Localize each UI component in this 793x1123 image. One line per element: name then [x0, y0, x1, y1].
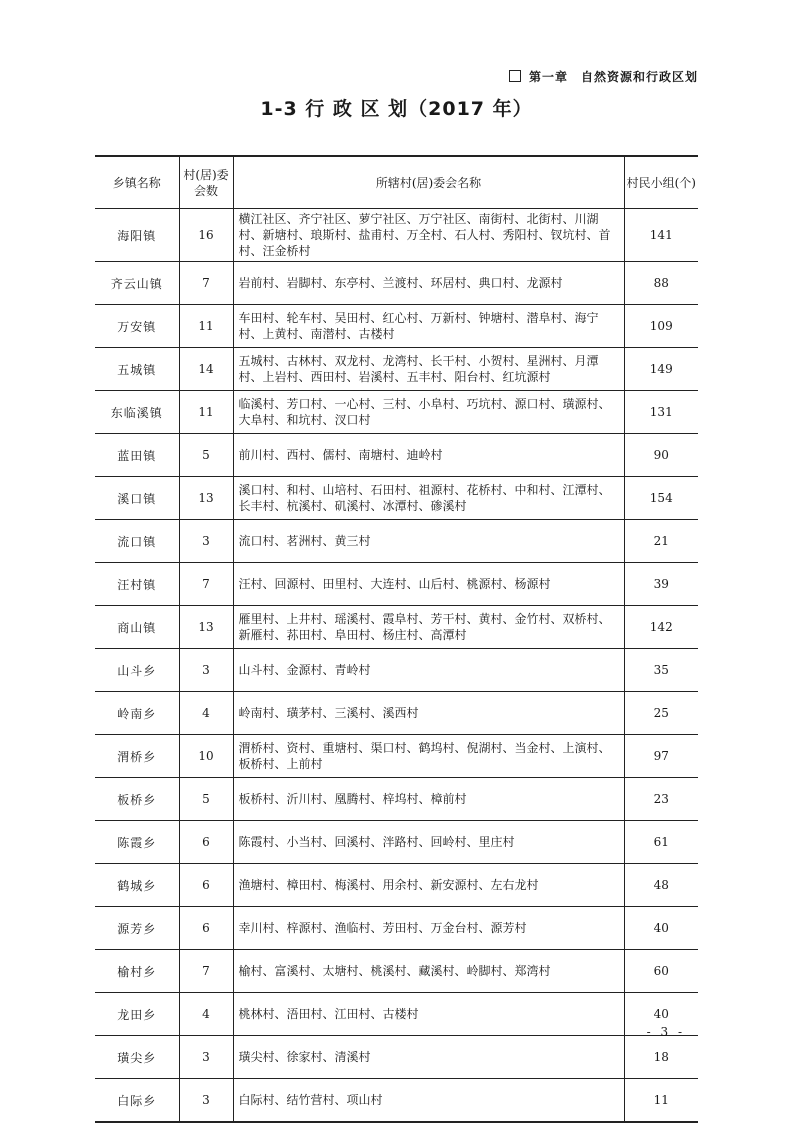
town-cell: 源芳乡 [117, 921, 157, 936]
groups-cell: 61 [624, 821, 698, 864]
groups-cell: 11 [624, 1079, 698, 1123]
groups-cell: 131 [624, 391, 698, 434]
groups-cell: 35 [624, 649, 698, 692]
table-row [95, 1079, 698, 1123]
villages-cell: 榆村、富溪村、太塘村、桃溪村、藏溪村、岭脚村、郑湾村 [238, 964, 551, 978]
villages-cell: 岭南村、璜茅村、三溪村、溪西村 [238, 706, 419, 720]
count-cell: 5 [179, 778, 233, 821]
villages-cell: 流口村、茗洲村、黄三村 [238, 534, 371, 548]
villages-cell: 车田村、轮车村、吴田村、红心村、万新村、钟塘村、潜阜村、海宁村、上黄村、南潜村、古楼村 [238, 311, 599, 341]
town-cell: 流口镇 [117, 534, 157, 549]
header-count: 村(居)委会数 [179, 156, 233, 209]
count-cell: 7 [179, 563, 233, 606]
villages-cell: 汪村、回源村、田里村、大连村、山后村、桃源村、杨源村 [238, 577, 551, 591]
town-cell: 岭南乡 [117, 706, 157, 721]
villages-cell: 幸川村、梓源村、渔临村、芳田村、万金台村、源芳村 [238, 921, 527, 935]
town-cell: 海阳镇 [117, 228, 157, 243]
groups-cell: 23 [624, 778, 698, 821]
running-head [509, 68, 698, 85]
count-cell: 4 [179, 692, 233, 735]
town-cell: 山斗乡 [117, 663, 157, 678]
villages-cell: 前川村、西村、儒村、南塘村、迪岭村 [238, 448, 443, 462]
table-row [95, 993, 698, 1036]
groups-cell: 88 [624, 262, 698, 305]
count-cell: 5 [179, 434, 233, 477]
town-cell: 东临溪镇 [110, 405, 163, 420]
villages-cell: 陈霞村、小当村、回溪村、泮路村、回岭村、里庄村 [238, 835, 515, 849]
groups-cell: 40 [624, 993, 698, 1036]
town-cell: 齐云山镇 [110, 276, 163, 291]
count-cell: 7 [179, 950, 233, 993]
count-cell: 13 [179, 477, 233, 520]
groups-cell: 48 [624, 864, 698, 907]
table-row [95, 950, 698, 993]
town-cell: 万安镇 [117, 319, 157, 334]
groups-cell: 25 [624, 692, 698, 735]
table-row [95, 821, 698, 864]
villages-cell: 山斗村、金源村、青岭村 [238, 663, 371, 677]
groups-cell: 154 [624, 477, 698, 520]
count-cell: 11 [179, 391, 233, 434]
villages-cell: 岩前村、岩脚村、东亭村、兰渡村、环居村、典口村、龙源村 [238, 276, 563, 290]
table-row [95, 735, 698, 778]
header-villages: 所辖村(居)委会名称 [375, 175, 482, 190]
groups-cell: 149 [624, 348, 698, 391]
villages-cell: 璜尖村、徐家村、清溪村 [238, 1050, 371, 1064]
count-cell: 10 [179, 735, 233, 778]
groups-cell: 40 [624, 907, 698, 950]
groups-cell: 18 [624, 1036, 698, 1079]
count-cell: 6 [179, 907, 233, 950]
table-row [95, 778, 698, 821]
count-cell: 13 [179, 606, 233, 649]
villages-cell: 渭桥村、资村、重塘村、渠口村、鹤坞村、倪湖村、当金村、上演村、板桥村、上前村 [238, 741, 611, 771]
groups-cell: 90 [624, 434, 698, 477]
table-row [95, 1036, 698, 1079]
town-cell: 商山镇 [117, 620, 157, 635]
chapter-title: 第一章 自然资源和行政区划 [528, 70, 698, 84]
town-cell: 溪口镇 [117, 491, 157, 506]
table-header-row [95, 156, 698, 209]
count-cell: 3 [179, 649, 233, 692]
villages-cell: 渔塘村、樟田村、梅溪村、用余村、新安源村、左右龙村 [238, 878, 539, 892]
table-row [95, 348, 698, 391]
villages-cell: 溪口村、和村、山培村、石田村、祖源村、花桥村、中和村、江潭村、长丰村、杭溪村、矶溪村、冰潭村、碜溪村 [238, 483, 611, 513]
table-row [95, 907, 698, 950]
count-cell: 14 [179, 348, 233, 391]
header-groups: 村民小组(个) [624, 156, 698, 209]
table-row [95, 864, 698, 907]
count-cell: 3 [179, 520, 233, 563]
villages-cell: 雁里村、上井村、瑶溪村、霞阜村、芳干村、黄村、金竹村、双桥村、新雁村、荪田村、阜田村、杨庄村、高潭村 [238, 612, 611, 642]
groups-cell: 141 [624, 209, 698, 262]
count-cell: 7 [179, 262, 233, 305]
table-row [95, 649, 698, 692]
count-cell: 3 [179, 1036, 233, 1079]
table-row [95, 606, 698, 649]
admin-division-table [95, 155, 698, 1123]
square-icon [509, 70, 521, 82]
villages-cell: 白际村、结竹营村、项山村 [238, 1093, 383, 1107]
groups-cell: 97 [624, 735, 698, 778]
count-cell: 4 [179, 993, 233, 1036]
town-cell: 板桥乡 [117, 792, 157, 807]
table-row [95, 262, 698, 305]
villages-cell: 横江社区、齐宁社区、萝宁社区、万宁社区、南街村、北街村、川湖村、新塘村、琅斯村、盐甫村、万全村、石人村、秀阳村、钗坑村、首村、汪金桥村 [238, 212, 611, 258]
table-row [95, 434, 698, 477]
groups-cell: 39 [624, 563, 698, 606]
table-row [95, 563, 698, 606]
town-cell: 陈霞乡 [117, 835, 157, 850]
town-cell: 五城镇 [117, 362, 157, 377]
town-cell: 渭桥乡 [117, 749, 157, 764]
villages-cell: 临溪村、芳口村、一心村、三村、小阜村、巧坑村、源口村、璜源村、大阜村、和坑村、汊口村 [238, 397, 611, 427]
town-cell: 龙田乡 [117, 1007, 157, 1022]
town-cell: 汪村镇 [117, 577, 157, 592]
town-cell: 璜尖乡 [117, 1050, 157, 1065]
admin-division-table-container [95, 155, 698, 1123]
table-row [95, 477, 698, 520]
groups-cell: 142 [624, 606, 698, 649]
groups-cell: 60 [624, 950, 698, 993]
count-cell: 16 [179, 209, 233, 262]
town-cell: 鹤城乡 [117, 878, 157, 893]
town-cell: 榆村乡 [117, 964, 157, 979]
count-cell: 6 [179, 864, 233, 907]
groups-cell: 21 [624, 520, 698, 563]
count-cell: 3 [179, 1079, 233, 1123]
table-body [95, 209, 698, 1123]
header-town: 乡镇名称 [112, 175, 161, 190]
page-number: - 3 - [646, 1025, 685, 1039]
villages-cell: 五城村、古林村、双龙村、龙湾村、长干村、小贺村、星洲村、月潭村、上岩村、西田村、岩溪村、五丰村、阳台村、红坑源村 [238, 354, 599, 384]
table-row [95, 692, 698, 735]
table-row [95, 305, 698, 348]
table-row [95, 209, 698, 262]
villages-cell: 桃林村、浯田村、江田村、古楼村 [238, 1007, 419, 1021]
page-title: 1-3 行 政 区 划（2017 年） [260, 98, 533, 120]
table-row [95, 520, 698, 563]
town-cell: 蓝田镇 [117, 448, 157, 463]
table-row [95, 391, 698, 434]
count-cell: 6 [179, 821, 233, 864]
count-cell: 11 [179, 305, 233, 348]
villages-cell: 板桥村、沂川村、凰腾村、梓坞村、樟前村 [238, 792, 467, 806]
town-cell: 白际乡 [117, 1093, 157, 1108]
groups-cell: 109 [624, 305, 698, 348]
